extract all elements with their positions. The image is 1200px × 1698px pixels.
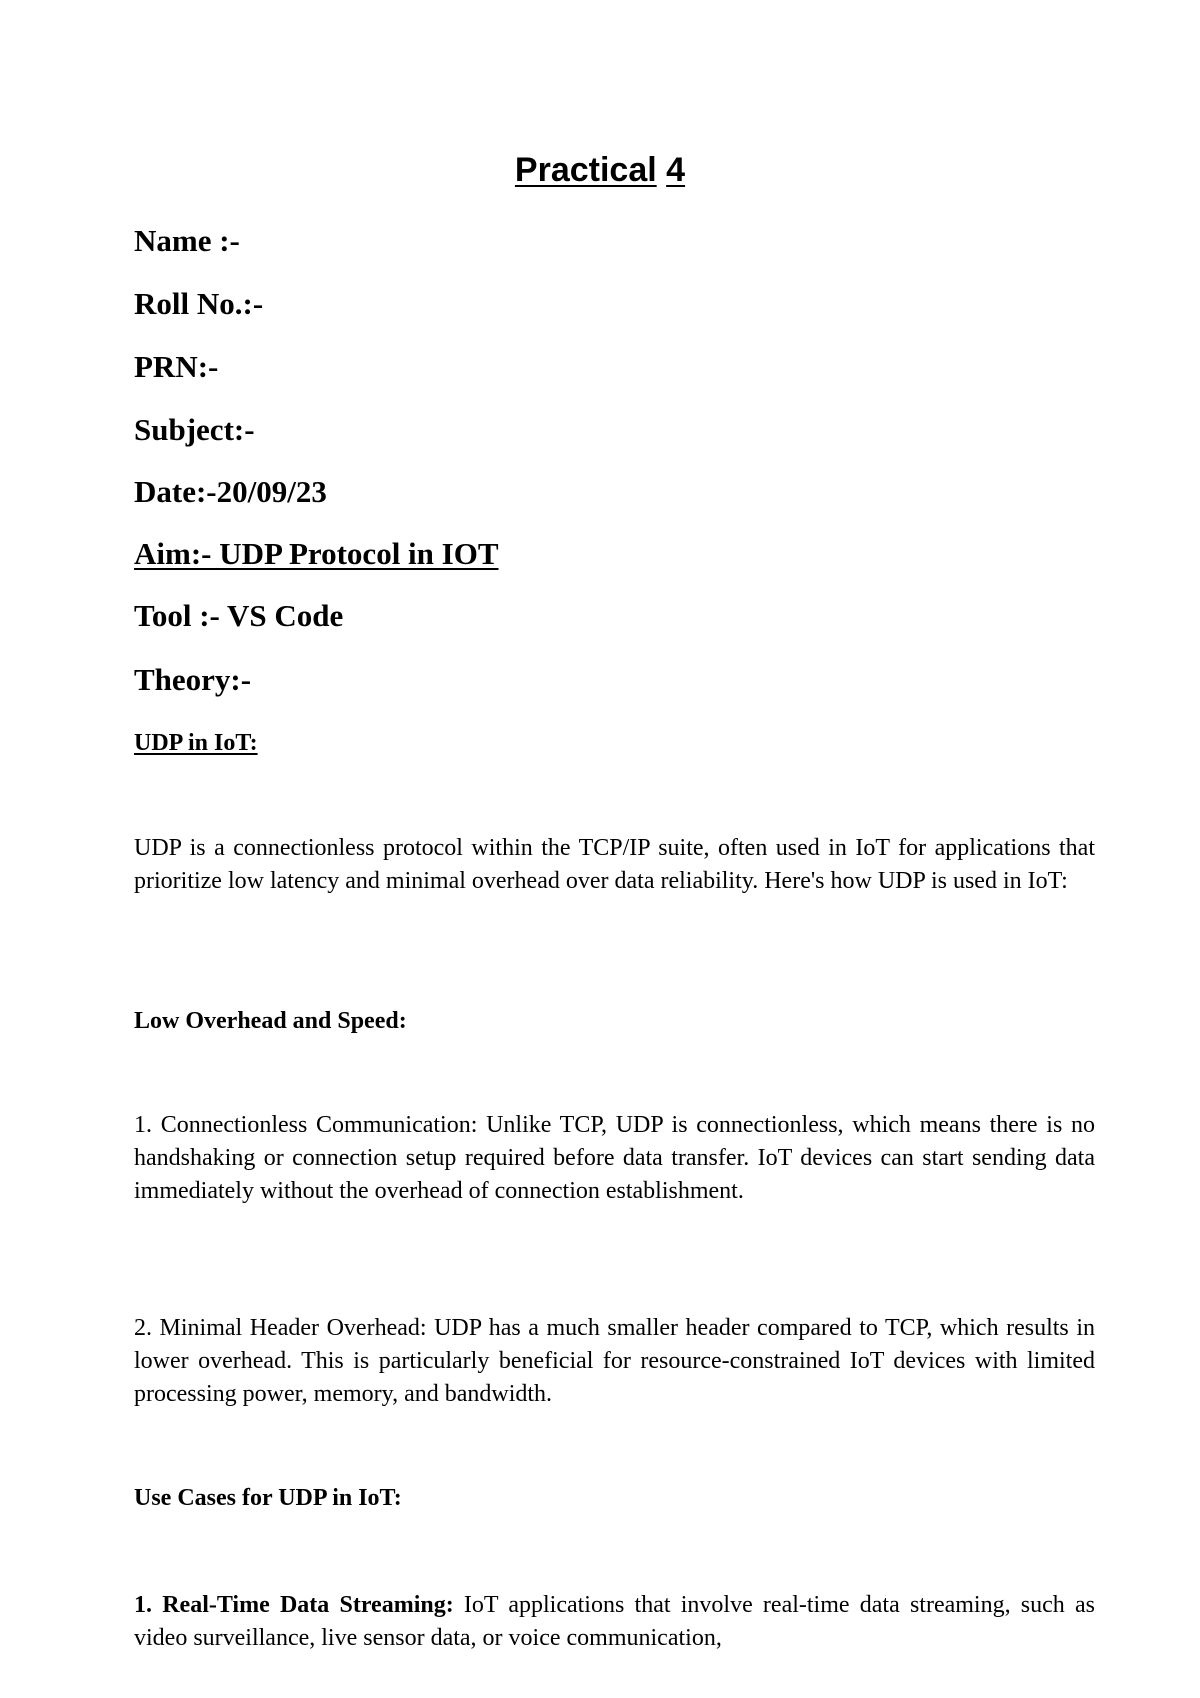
title-word: Practical [514,151,657,189]
low-overhead-heading: Low Overhead and Speed: [134,1008,407,1034]
roll-no-field: Roll No.:- [134,286,264,321]
udp-in-iot-heading: UDP in IoT: [134,730,258,756]
subject-field: Subject:- [134,412,255,447]
title-number: 4 [666,151,686,189]
theory-field: Theory:- [134,662,252,697]
date-field: Date:-20/09/23 [134,474,327,509]
name-field: Name :- [134,223,240,258]
use-case-1-label: 1. Real-Time Data Streaming: [134,1592,454,1618]
use-case-1-paragraph [134,1589,1095,1655]
point-1-paragraph: 1. Connectionless Communication: Unlike TCP, UDP is connectionless, which means there is no handshaking or connection setup required before data transfer. IoT devices can start sending data immediately without the overhead of connection establishment. [134,1112,1095,1204]
point-2-paragraph: 2. Minimal Header Overhead: UDP has a much smaller header compared to TCP, which results in lower overhead. This is particularly beneficial for resource-constrained IoT devices with limited processing power, memory, and bandwidth. [134,1315,1095,1407]
aim-field: Aim:- UDP Protocol in IOT [134,536,499,571]
prn-field: PRN:- [134,349,219,384]
page-title [0,150,1200,190]
intro-paragraph: UDP is a connectionless protocol within the TCP/IP suite, often used in IoT for applications that prioritize low latency and minimal overhead over data reliability. Here's how UDP is used in IoT: [134,835,1095,894]
use-cases-heading: Use Cases for UDP in IoT: [134,1485,402,1511]
use-case-1-text: IoT applications that involve real-time data streaming, such as video surveillance, live sensor data, or voice communication, [134,1592,1095,1651]
tool-field: Tool :- VS Code [134,598,344,633]
